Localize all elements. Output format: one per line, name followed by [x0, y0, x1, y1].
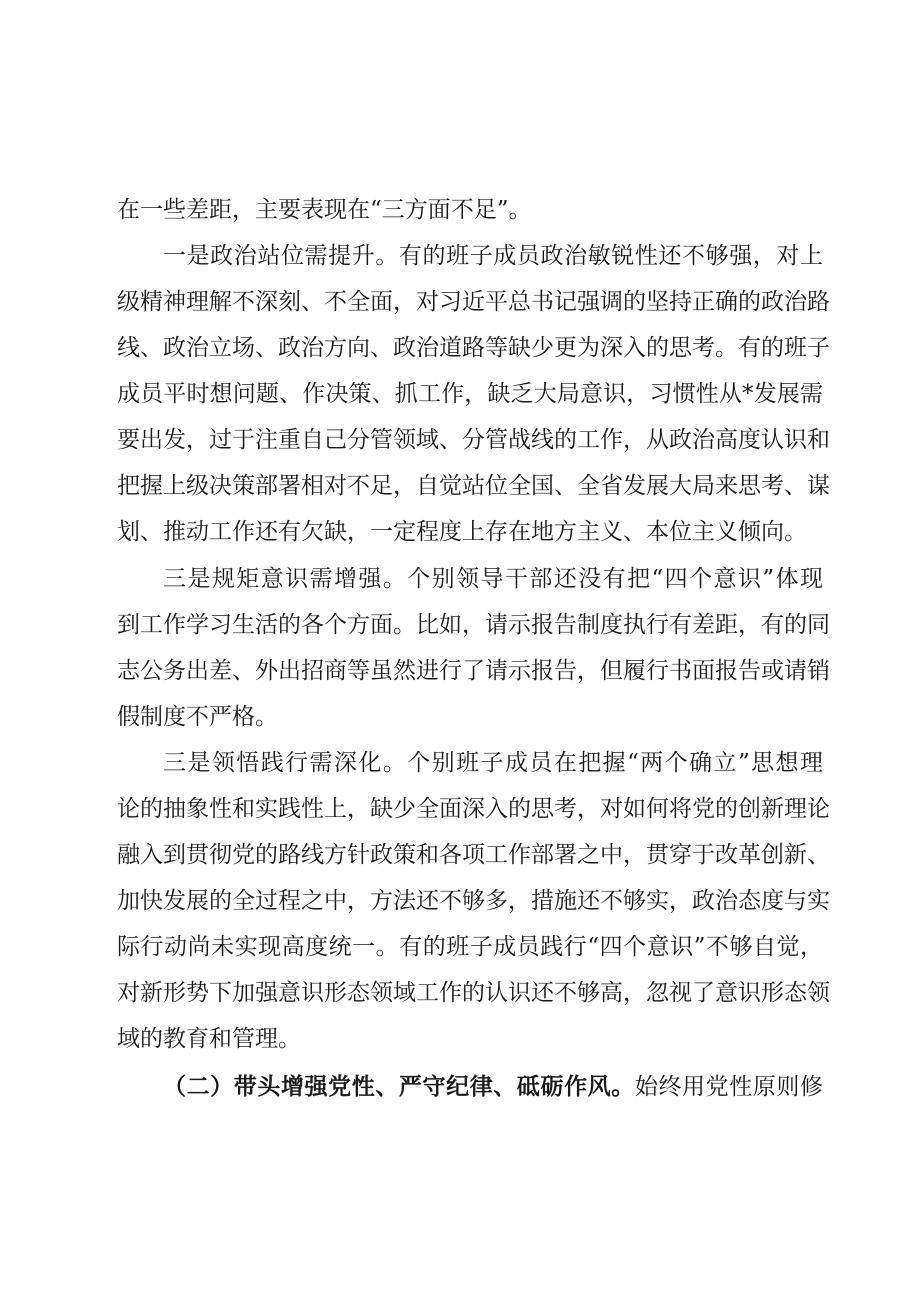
paragraph-line: 志公务出差、外出招商等虽然进行了请示报告，但履行书面报告或请销 — [117, 658, 830, 684]
section-heading-bold: （二）带头增强党性、严守纪律、砥砺作风。 — [163, 1073, 635, 1100]
paragraph-line: 融入到贯彻党的路线方针政策和各项工作部署之中，贯穿于改革创新、 — [117, 842, 830, 868]
paragraph-line: 划、推动工作还有欠缺，一定程度上存在地方主义、本位主义倾向。 — [117, 519, 807, 545]
paragraph-line: 域的教育和管理。 — [117, 1026, 301, 1052]
paragraph-line: 论的抽象性和实践性上，缺少全面深入的思考，对如何将党的创新理论 — [117, 796, 830, 822]
paragraph-line: 三是规矩意识需增强。个别领导干部还没有把“四个意识”体现 — [163, 566, 823, 592]
paragraph-line: 一是政治站位需提升。有的班子成员政治敏锐性还不够强，对上 — [163, 243, 823, 269]
section-heading-continuation: 始终用党性原则修 — [634, 1074, 824, 1100]
paragraph-line: 加快发展的全过程之中，方法还不够多，措施还不够实，政治态度与实 — [117, 888, 830, 914]
paragraph-line: 三是领悟践行需深化。个别班子成员在把握“两个确立”思想理 — [163, 750, 823, 776]
paragraph-line: 到工作学习生活的各个方面。比如，请示报告制度执行有差距，有的同 — [117, 612, 830, 638]
paragraph-line: 把握上级决策部署相对不足，自觉站位全国、全省发展大局来思考、谋 — [117, 473, 830, 499]
paragraph-line: 线、政治立场、政治方向、政治道路等缺少更为深入的思考。有的班子 — [117, 335, 830, 361]
paragraph-line: 假制度不严格。 — [117, 704, 278, 730]
section-heading — [163, 1064, 823, 1110]
paragraph-line: 级精神理解不深刻、不全面，对习近平总书记强调的坚持正确的政治路 — [117, 289, 830, 315]
paragraph-line: 要出发，过于注重自己分管领域、分管战线的工作，从政治高度认识和 — [117, 427, 830, 453]
paragraph-line: 在一些差距，主要表现在“三方面不足”。 — [117, 197, 532, 223]
paragraph-line: 对新形势下加强意识形态领域工作的认识还不够高，忽视了意识形态领 — [117, 980, 830, 1006]
paragraph-line: 际行动尚未实现高度统一。有的班子成员践行“四个意识”不够自觉， — [117, 934, 823, 960]
paragraph-line: 成员平时想问题、作决策、抓工作，缺乏大局意识，习惯性从*发展需 — [117, 381, 823, 407]
